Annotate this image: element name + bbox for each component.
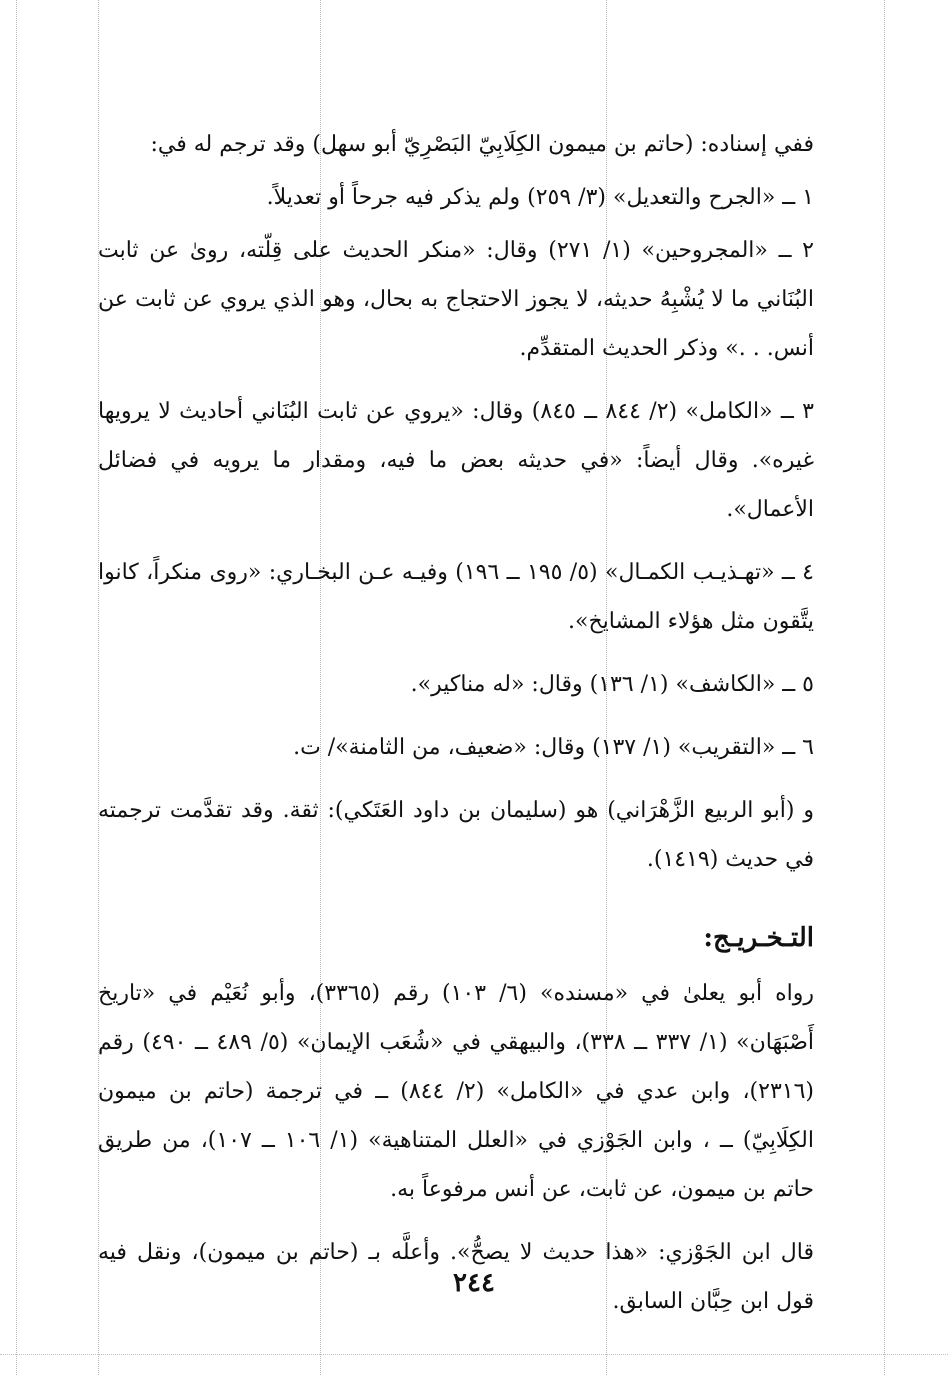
list-item: ٢ ــ «المجروحين» (١/ ٢٧١) وقال: «منكر الحديث على قِلّته، روىٰ عن ثابت البُنَاني ما لا يُشْبِهُ حديثه، لا يجوز الاحتجاج به بحال، وهو الذي يروي عن ثابت عن أنس. . .» وذكر الحديث المتقدِّم. <box>98 238 814 361</box>
list-item: ١ ــ «الجرح والتعديل» (٣/ ٢٥٩) ولم يذكر فيه جرحاً أو تعديلاً. <box>266 185 814 210</box>
scan-guide-line <box>0 1354 948 1355</box>
scan-guide-line <box>884 0 885 1375</box>
list-item: ٤ ــ «تهـذيـب الكمـال» (٥/ ١٩٥ ــ ١٩٦) وفيـه عـن البخـاري: «روى منكراً، كانوا يتَّقون مثل هؤلاء المشايخ». <box>98 560 814 634</box>
list-item: ٦ ــ «التقريب» (١/ ١٣٧) وقال: «ضعيف، من الثامنة»/ ت. <box>293 735 814 760</box>
section-heading: التـخـريـج: <box>703 923 814 953</box>
paragraph-intro: ففي إسناده: (حاتم بن ميمون الكِلَابِيّ البَصْرِيّ أبو سهل) وقد ترجم له في: <box>150 132 814 157</box>
scan-guide-line <box>16 0 17 1375</box>
paragraph-takhrij: رواه أبو يعلىٰ في «مسنده» (٦/ ١٠٣) رقم (٣٣٦٥)، وأبو نُعَيْم في «تاريخ أَصْبَهَان» (١/ ٣٣٧ ــ ٣٣٨)، والبيهقي في «شُعَب الإيمان» (٥/ ٤٨٩ ــ ٤٩٠) رقم (٢٣١٦)، وابن عدي في «الكامل» (٢/ ٨٤٤) ــ في ترجمة (حاتم بن ميمون الكِلَابِيّ) ــ ، وابن الجَوْزي في «العلل المتناهية» (١/ ١٠٦ ــ ١٠٧)، من طريق حاتم بن ميمون، عن ثابت، عن أنس مرفوعاً به. <box>98 981 815 1202</box>
list-item: ٥ ــ «الكاشف» (١/ ١٣٦) وقال: «له مناكير». <box>410 672 814 697</box>
list-item: ٣ ــ «الكامل» (٢/ ٨٤٤ ــ ٨٤٥) وقال: «يروي عن ثابت البُنَاني أحاديث لا يرويها غيره». وقال أيضاً: «في حديثه بعض ما فيه، ومقدار ما يرويه في فضائل الأعمال». <box>98 399 814 522</box>
document-body <box>98 120 814 1340</box>
paragraph-takhrij: قال ابن الجَوْزي: «هذا حديث لا يصحُّ». وأعلَّه بـ (حاتم بن ميمون)، ونقل فيه قول ابن حِبَّان السابق. <box>98 1240 814 1314</box>
page-number: ٢٤٤ <box>453 1268 495 1298</box>
paragraph-narrator: و (أبو الربيع الزَّهْرَاني) هو (سليمان بن داود العَتَكي): ثقة. وقد تقدَّمت ترجمته في حديث (١٤١٩). <box>98 798 814 872</box>
